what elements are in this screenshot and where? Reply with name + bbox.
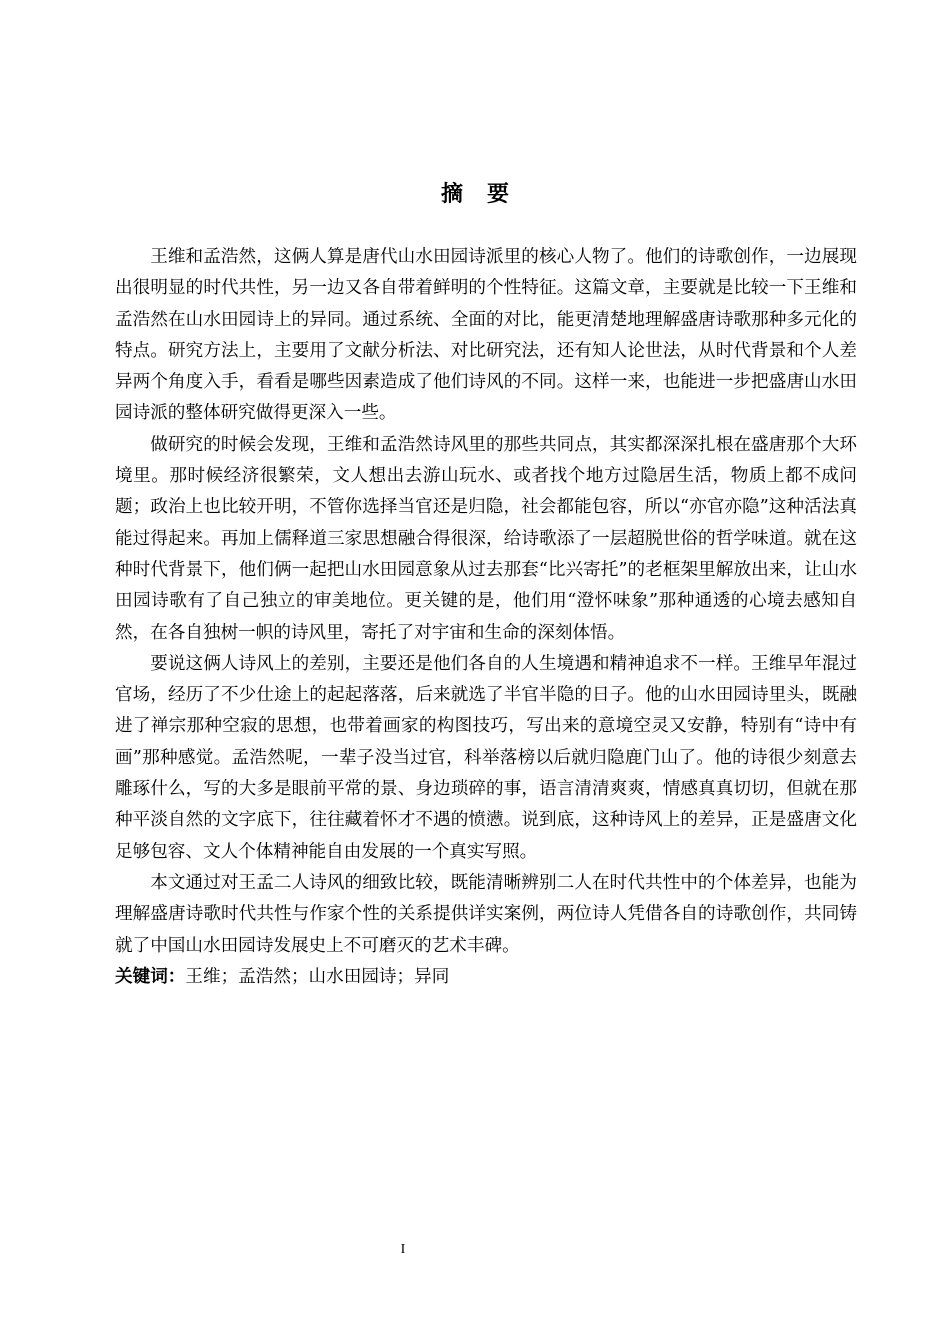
keywords-list: 王维；孟浩然；山水田园诗；异同 <box>185 966 450 987</box>
abstract-body <box>115 242 857 993</box>
keywords-line <box>115 962 857 993</box>
abstract-paragraph-4: 本文通过对王孟二人诗风的细致比较，既能清晰辨别二人在时代共性中的个体差异，也能为理解盛唐诗歌时代共性与作家个性的关系提供详实案例，两位诗人凭借各自的诗歌创作，共同铸就了中国山水田园诗发展史上不可磨灭的艺术丰碑。 <box>115 872 857 956</box>
abstract-paragraph-1: 王维和孟浩然，这俩人算是唐代山水田园诗派里的核心人物了。他们的诗歌创作，一边展现出很明显的时代共性，另一边又各自带着鲜明的个性特征。这篇文章，主要就是比较一下王维和孟浩然在山水田园诗上的异同。通过系统、全面的对比，能更清楚地理解盛唐诗歌那种多元化的特点。研究方法上，主要用了文献分析法、对比研究法，还有知人论世法，从时代背景和个人差异两个角度入手，看看是哪些因素造成了他们诗风的不同。这样一来，也能进一步把盛唐山水田园诗派的整体研究做得更深入一些。 <box>115 247 857 424</box>
page-number: I <box>400 1242 406 1257</box>
abstract-title: 摘要 <box>440 182 533 207</box>
abstract-paragraph-3: 要说这俩人诗风上的差别，主要还是他们各自的人生境遇和精神追求不一样。王维早年混过官场，经历了不少仕途上的起起落落，后来就选了半官半隐的日子。他的山水田园诗里头，既融进了禅宗那种空寂的思想，也带着画家的构图技巧，写出来的意境空灵又安静，特别有“诗中有画”那种感觉。孟浩然呢，一辈子没当过官，科举落榜以后就归隐鹿门山了。他的诗很少刻意去雕琢什么，写的大多是眼前平常的景、身边琐碎的事，语言清清爽爽，情感真真切切，但就在那种平淡自然的文字底下，往往藏着怀才不遇的愤懑。说到底，这种诗风上的差异，正是盛唐文化足够包容、文人个体精神能自由发展的一个真实写照。 <box>115 653 857 862</box>
keywords-label: 关键词： <box>115 966 186 987</box>
abstract-paragraph-2: 做研究的时候会发现，王维和孟浩然诗风里的那些共同点，其实都深深扎根在盛唐那个大环境里。那时候经济很繁荣，文人想出去游山玩水、或者找个地方过隐居生活，物质上都不成问题；政治上也比较开明，不管你选择当官还是归隐，社会都能包容，所以“亦官亦隐”这种活法真能过得起来。再加上儒释道三家思想融合得很深，给诗歌添了一层超脱世俗的哲学味道。就在这种时代背景下，他们俩一起把山水田园意象从过去那套“比兴寄托”的老框架里解放出来，让山水田园诗歌有了自己独立的审美地位。更关键的是，他们用“澄怀味象”那种通透的心境去感知自然，在各自独树一帜的诗风里，寄托了对宇宙和生命的深刻体悟。 <box>115 434 857 643</box>
